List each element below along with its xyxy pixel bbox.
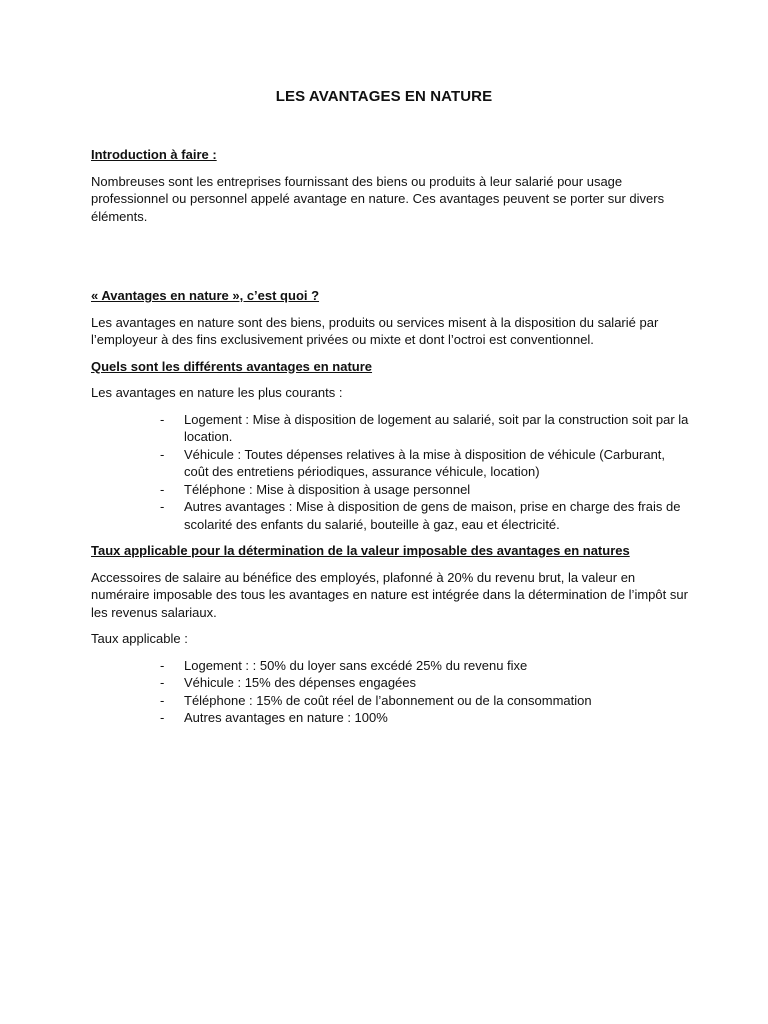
- dash-bullet: -: [160, 411, 165, 427]
- list-item: [160, 498, 691, 533]
- rates-heading: Taux applicable pour la détermination de la valeur imposable des avantages en natures: [91, 543, 630, 558]
- dash-bullet: -: [160, 499, 165, 514]
- list-item-text: Logement : Mise à disposition de logement au salarié, soit par la construction soit par la location.: [184, 411, 689, 444]
- intro-paragraph: Nombreuses sont les entreprises fournissant des biens ou produits à leur salarié pour usage professionnel ou personnel appelé avantage en nature. Ces avantages peuvent se porter sur divers éléments.: [91, 173, 665, 224]
- list-item-text: Téléphone : 15% de coût réel de l’abonnement ou de la consommation: [184, 692, 592, 708]
- dash-bullet: -: [160, 446, 165, 462]
- list-item: [160, 481, 691, 499]
- list-item: [160, 411, 691, 446]
- types-list: [91, 411, 691, 534]
- list-item-text: Logement : : 50% du loyer sans excédé 25% du revenu fixe: [184, 657, 528, 673]
- types-intro: Les avantages en nature les plus courants :: [91, 385, 343, 400]
- intro-heading: Introduction à faire :: [91, 147, 217, 162]
- types-heading: Quels sont les différents avantages en nature: [91, 358, 373, 374]
- dash-bullet: -: [160, 710, 165, 725]
- list-item: [160, 709, 691, 727]
- list-item-text: Autres avantages en nature : 100%: [184, 710, 388, 725]
- list-item: [160, 674, 691, 692]
- list-item: [160, 657, 691, 675]
- list-item-text: Véhicule : 15% des dépenses engagées: [184, 675, 417, 690]
- list-item-text: Téléphone : Mise à disposition à usage personnel: [184, 481, 471, 497]
- dash-bullet: -: [160, 657, 165, 673]
- dash-bullet: -: [160, 675, 165, 690]
- definition-heading: « Avantages en nature », c’est quoi ?: [91, 288, 320, 303]
- document-body: [91, 146, 691, 727]
- document-title: LES AVANTAGES EN NATURE: [275, 88, 493, 105]
- list-item-text: Autres avantages : Mise à disposition de gens de maison, prise en charge des frais de scolarité des enfants du salarié, bouteille à gaz, eau et électricité.: [184, 499, 681, 532]
- rates-list: [91, 657, 691, 727]
- rates-paragraph: Accessoires de salaire au bénéfice des employés, plafonné à 20% du revenu brut, la valeur en numéraire imposable des tous les avantages en nature est intégrée dans la détermination de l’impôt sur les revenus salariaux.: [91, 569, 688, 620]
- dash-bullet: -: [160, 481, 165, 497]
- definition-paragraph: Les avantages en nature sont des biens, produits ou services misent à la disposition du salarié par l’employeur à des fins exclusivement privées ou mixte et dont l’octroi est conventionnel.: [91, 314, 659, 347]
- dash-bullet: -: [160, 692, 165, 708]
- rates-intro: Taux applicable :: [91, 631, 188, 646]
- list-item-text: Véhicule : Toutes dépenses relatives à la mise à disposition de véhicule (Carburant, coût des entretiens périodiques, assurance véhicule, location): [184, 446, 666, 479]
- list-item: [160, 446, 691, 481]
- list-item: [160, 692, 691, 710]
